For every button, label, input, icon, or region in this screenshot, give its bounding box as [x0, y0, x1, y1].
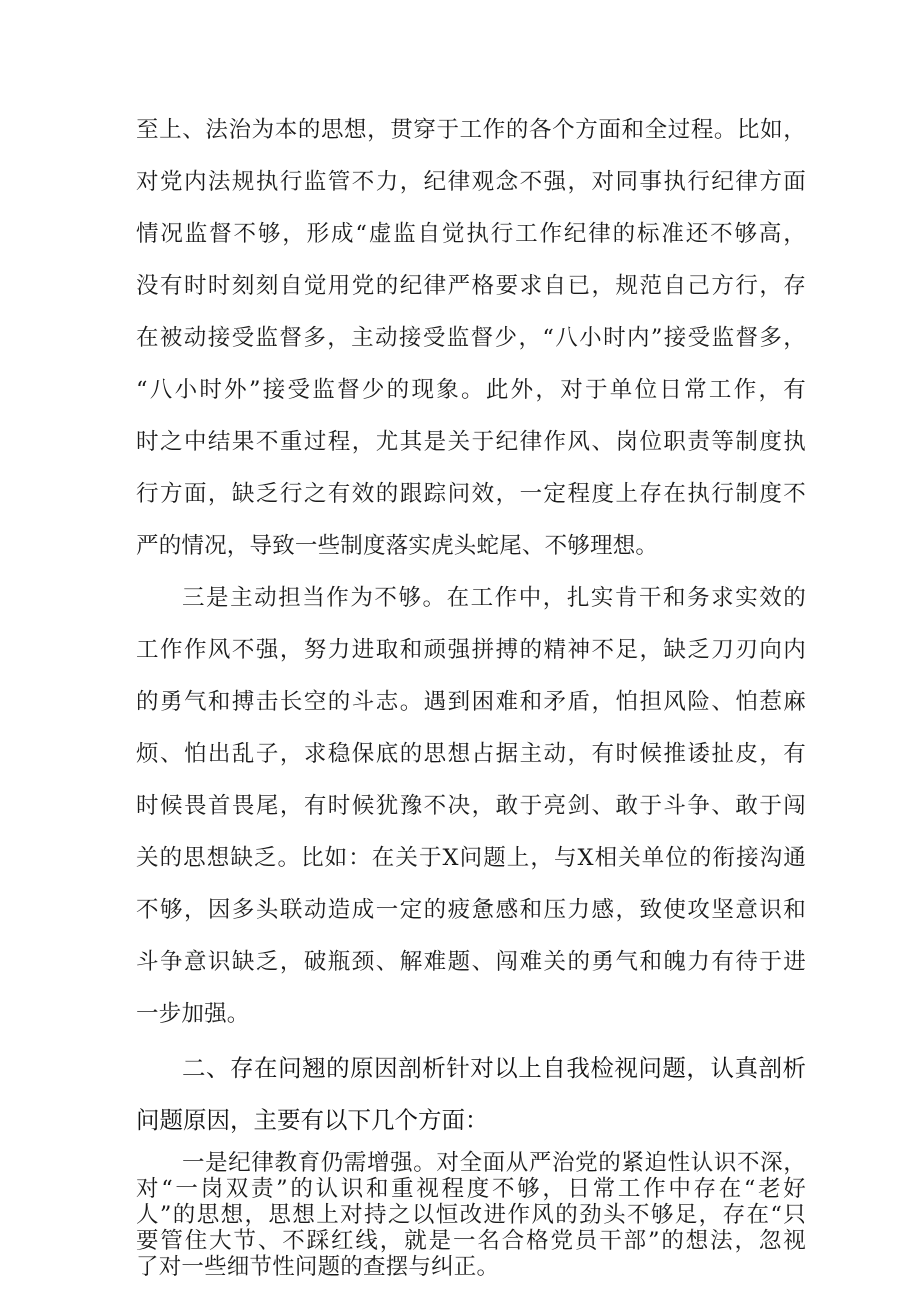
- section-heading: 二、存在问翘的原因剖析针对以上自我检视问题，认真剖析: [182, 1054, 806, 1082]
- text-line: 关的思想缺乏。比如：在关于X问题上，与X相关单位的衔接沟通: [136, 845, 806, 871]
- text-line: 烦、怕出乱子，求稳保底的思想占据主动，有时候推诿扯皮，有: [136, 741, 806, 767]
- text-line: 情况监督不够，形成“虚监自觉执行工作纪律的标准还不够高，: [136, 221, 806, 247]
- text-line: 斗争意识缺乏，破瓶颈、解难题、闯难关的勇气和魄力有待于进: [136, 949, 806, 975]
- text-line: 工作作风不强，努力进取和顽强拼搏的精神不足，缺乏刀刃向内: [136, 637, 806, 663]
- text-line: “八小时外”接受监督少的现象。此外，对于单位日常工作，有: [136, 377, 806, 403]
- text-line: 至上、法治为本的思想，贯穿于工作的各个方面和全过程。比如，: [136, 117, 806, 143]
- text-line: 时候畏首畏尾，有时候犹豫不决，敢于亮剑、敢于斗争、敢于闯: [136, 793, 806, 819]
- text-line: 对“一岗双责”的认识和重视程度不够，日常工作中存在“老好: [136, 1176, 806, 1202]
- text-line: 时之中结果不重过程，尤其是关于纪律作风、岗位职责等制度执: [136, 429, 806, 455]
- text-line: 没有时时刻刻自觉用党的纪律严格要求自已，规范自己方行，存: [136, 273, 806, 299]
- section-heading-continued: 问题原因，主要有以下几个方面：: [136, 1106, 489, 1134]
- text-line: 一步加强。: [136, 1001, 250, 1027]
- text-line: 人”的思想，思想上对持之以恒改进作风的劲头不够足，存在“只: [136, 1202, 806, 1228]
- text-line: 了对一些细节性问题的查摆与纠正。: [136, 1254, 500, 1280]
- text-line: 对党内法规执行监管不力，纪律观念不强，对同事执行纪律方面: [136, 169, 806, 195]
- text-line: 不够，因多头联动造成一定的疲惫感和压力感，致使攻坚意识和: [136, 897, 806, 923]
- paragraph-start-line: 三是主动担当作为不够。在工作中，扎实肯干和务求实效的: [182, 585, 806, 611]
- paragraph-start-line: 一是纪律教育仍需增强。对全面从严治党的紧迫性认识不深，: [182, 1150, 806, 1176]
- text-line: 的勇气和搏击长空的斗志。遇到困难和矛盾，怕担风险、怕惹麻: [136, 689, 806, 715]
- text-line: 要管住大节、不踩红线，就是一名合格党员干部”的想法，忽视: [136, 1228, 806, 1254]
- text-line: 在被动接受监督多，主动接受监督少，“八小时内”接受监督多，: [136, 325, 806, 351]
- text-line: 严的情况，导致一些制度落实虎头蛇尾、不够理想。: [136, 533, 659, 559]
- text-line: 行方面，缺乏行之有效的跟踪问效，一定程度上存在执行制度不: [136, 481, 806, 507]
